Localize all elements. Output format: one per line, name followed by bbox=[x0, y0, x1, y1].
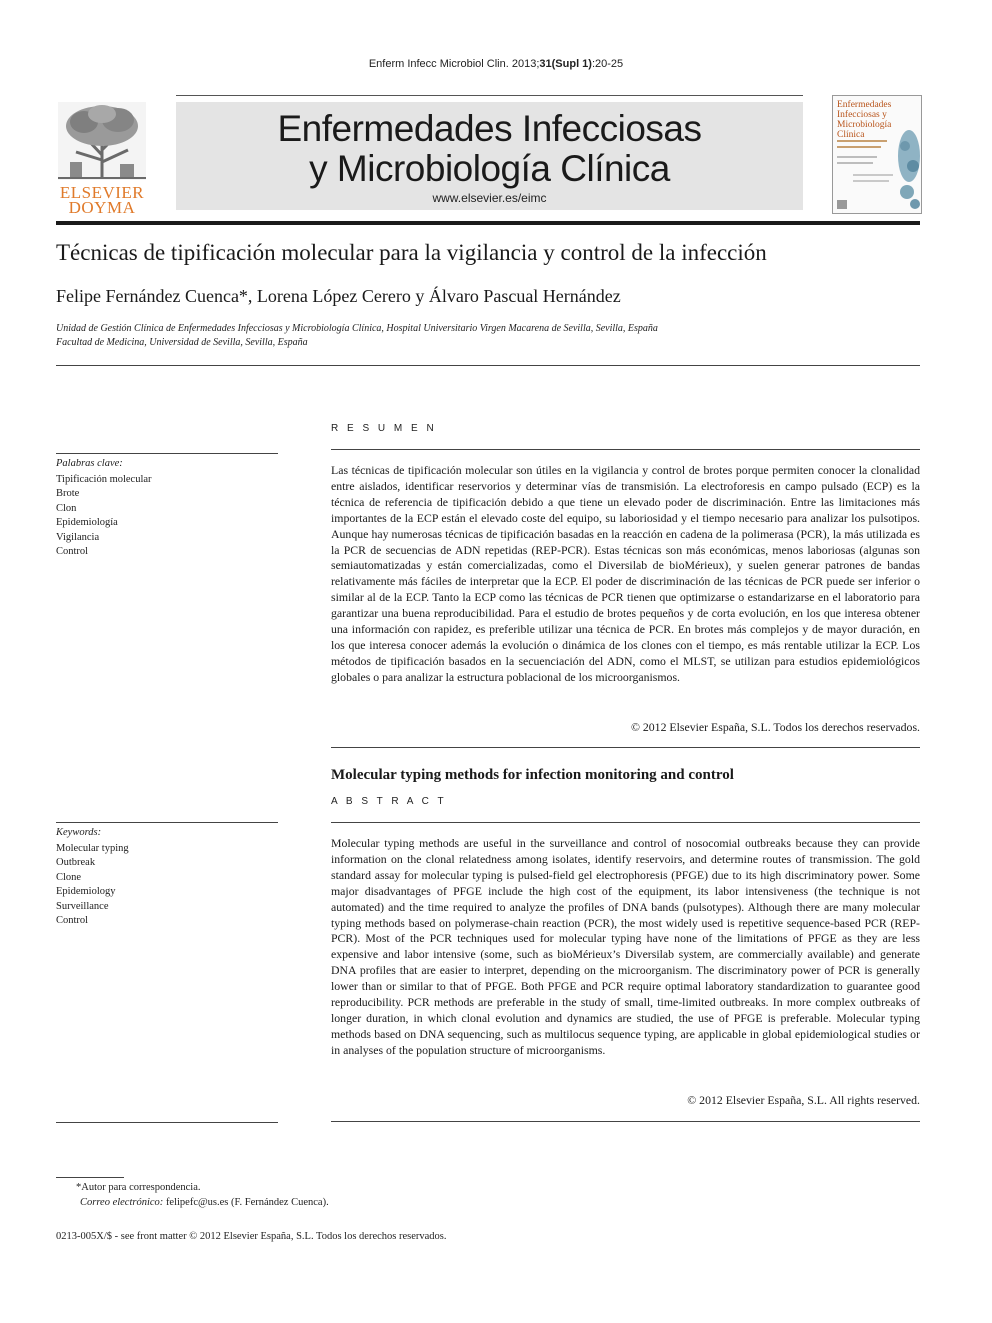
journal-banner bbox=[176, 102, 803, 210]
keyword-es-item: Epidemiología bbox=[56, 517, 118, 529]
elsevier-logo bbox=[56, 100, 148, 215]
publisher-imprint: DOYMA bbox=[68, 198, 136, 217]
keyword-es-item: Clon bbox=[56, 502, 77, 514]
abstract-label: A B S T R A C T bbox=[331, 796, 447, 807]
email-note bbox=[80, 1197, 329, 1208]
citation-pages: :20-25 bbox=[591, 58, 624, 70]
article-title: Técnicas de tipificación molecular para la vigilancia y control de la infección bbox=[56, 240, 767, 265]
publisher-name: ELSEVIER bbox=[59, 183, 145, 202]
keywords-en-heading: Keywords: bbox=[56, 827, 102, 838]
abstract-copyright: © 2012 Elsevier España, S.L. All rights reserved. bbox=[687, 1093, 920, 1107]
affiliation-divider bbox=[56, 365, 920, 366]
abstract-text: Molecular typing methods are useful in the surveillance and control of nosocomial outbreaks because they can provide information on the clonal relatedness among isolates, identify reservoirs, and determine routes of transmission. The gold standard assay for molecular typing is pulsed-field gel electrophoresis (PFGE) due to its high discriminatory power. Some major disadvantages of PFGE include the high cost of the equipment, its labor intensiveness (the technique is not automated) and the time required to analyze the profiles of DNA bands (pulsotypes). Although there are many molecular typing methods based on polymerase-chain reaction (PCR), the most widely used is repetitive sequence-based PCR (REP-PCR). Most of the PCR techniques used for molecular typing have none of the limitations of PFGE as they are less expensive and labor intensive (some, such as bioMérieux’s Diversilab system, are commercially available) and generate DNA profiles that are easier to interpret, depending on the microorganism. The discriminatory power of PCR is generally lower than or similar to that of PFGE. Both PFGE and PCR require optimal laboratory standardization to guarantee good reproducibility. PCR methods are preferable in the study of small, time-limited outbreaks. In more complex outbreaks of longer duration, in which clonal evolution and dynamics are studied, the use of PFGE is preferable. Molecular typing methods based on DNA sequencing, such as multilocus sequence typing, are applicable in global epidemiological studies or in analyses of the population structure of microorganisms. bbox=[331, 836, 920, 1057]
journal-title-line2: y Microbiología Clínica bbox=[309, 148, 670, 189]
keyword-en-item: Clone bbox=[56, 871, 82, 883]
elsevier-tree-icon bbox=[56, 100, 148, 182]
email-value[interactable]: felipefc@us.es (F. Fernández Cuenca). bbox=[165, 1197, 329, 1208]
citation-prefix: Enferm Infecc Microbiol Clin. 2013; bbox=[368, 58, 540, 70]
keywords-en-top-rule bbox=[56, 822, 278, 823]
keywords-es-heading: Palabras clave: bbox=[56, 458, 123, 469]
correspondence-note: *Autor para correspondencia. bbox=[76, 1182, 201, 1193]
citation-volume: 31(Supl 1) bbox=[539, 58, 592, 70]
affiliation-2: Facultad de Medicina, Universidad de Sevilla, Sevilla, España bbox=[56, 337, 308, 348]
resumen-label: R E S U M E N bbox=[331, 423, 437, 434]
footnote-rule bbox=[56, 1177, 124, 1178]
article-authors: Felipe Fernández Cuenca*, Lorena López Cerero y Álvaro Pascual Hernández bbox=[56, 286, 621, 306]
email-label: Correo electrónico: bbox=[80, 1197, 164, 1208]
keyword-es-item: Vigilancia bbox=[56, 531, 100, 543]
banner-top-rule bbox=[176, 95, 803, 96]
keywords-es-list bbox=[56, 473, 278, 559]
affiliation-1: Unidad de Gestión Clínica de Enfermedades Infecciosas y Microbiología Clínica, Hospital Universitario Virgen Macarena de Sevilla, Sevilla, España bbox=[56, 323, 658, 334]
keywords-es-top-rule bbox=[56, 453, 278, 454]
keyword-es-item: Tipificación molecular bbox=[56, 474, 152, 485]
journal-cover-thumbnail bbox=[832, 95, 922, 214]
abstract-bottom-rule bbox=[331, 1121, 920, 1122]
resumen-bottom-rule bbox=[331, 747, 920, 748]
cover-title: Enfermedades Infecciosas y Microbiología Clínica bbox=[837, 100, 892, 140]
abstract-top-rule bbox=[331, 822, 920, 823]
keyword-en-item: Molecular typing bbox=[56, 843, 129, 854]
keyword-en-item: Control bbox=[56, 915, 89, 927]
keywords-en-list bbox=[56, 842, 278, 928]
keyword-en-item: Epidemiology bbox=[56, 886, 116, 898]
journal-title-line1: Enfermedades Infecciosas bbox=[277, 108, 702, 149]
resumen-top-rule bbox=[331, 449, 920, 450]
english-title: Molecular typing methods for infection monitoring and control bbox=[331, 767, 734, 783]
journal-citation bbox=[0, 58, 992, 70]
keywords-en-bottom-rule bbox=[56, 1122, 278, 1123]
keyword-es-item: Control bbox=[56, 546, 89, 558]
keyword-en-item: Outbreak bbox=[56, 857, 96, 869]
cover-artwork-icon bbox=[833, 96, 921, 213]
resumen-copyright: © 2012 Elsevier España, S.L. Todos los derechos reservados. bbox=[630, 720, 920, 734]
header-thick-rule bbox=[56, 221, 920, 225]
keyword-en-item: Surveillance bbox=[56, 900, 109, 912]
keyword-es-item: Brote bbox=[56, 488, 80, 500]
front-matter-line: 0213-005X/$ - see front matter © 2012 Elsevier España, S.L. Todos los derechos reservados. bbox=[56, 1231, 447, 1242]
resumen-text: Las técnicas de tipificación molecular son útiles en la vigilancia y control de brotes porque permiten conocer la clonalidad entre aislados, identificar reservorios y determinar vías de transmisión. La electroforesis en campo pulsado (ECP) es la técnica de referencia de tipificación debido a que tiene un elevado poder de discriminación. Entre las limitaciones más importantes de la ECP están el elevado coste del equipo, su laboriosidad y el tiempo necesario para analizar los pulsotipos. Aunque hay numerosas técnicas de tipificación basadas en la reacción en cadena de la polimerasa (PCR), la más utilizada es la PCR de secuencias de ADN repetidas (REP-PCR). Estas técnicas son más económicas, menos laboriosas (algunas son semiautomatizadas y están comercializadas, como el Diversilab de bioMérieux), y suelen generar patrones de bandas relativamente más fáciles de interpretar que la ECP. El poder de discriminación de las técnicas de PCR puede ser inferior o similar al de la ECP. Tanto la ECP como las técnicas de PCR tienen que optimizarse o estandarizarse en el laboratorio para garantizar una buena reproducibilidad. Para el estudio de brotes pequeños y de corta evolución, en los que interesa obtener una información con rapidez, es preferible utilizar una técnica de PCR. En brotes más complejos y de mayor duración, en los que interesa conocer además la evolución o dinámica de los clones con el tiempo, es más rentable utilizar la ECP. Los métodos de tipificación basados en la secuenciación del ADN, como el MLST, se utilizan para estudios epidemiológicos globales o para analizar la estructura poblacional de los microorganismos. bbox=[331, 463, 920, 684]
journal-url[interactable]: www.elsevier.es/eimc bbox=[432, 191, 547, 205]
